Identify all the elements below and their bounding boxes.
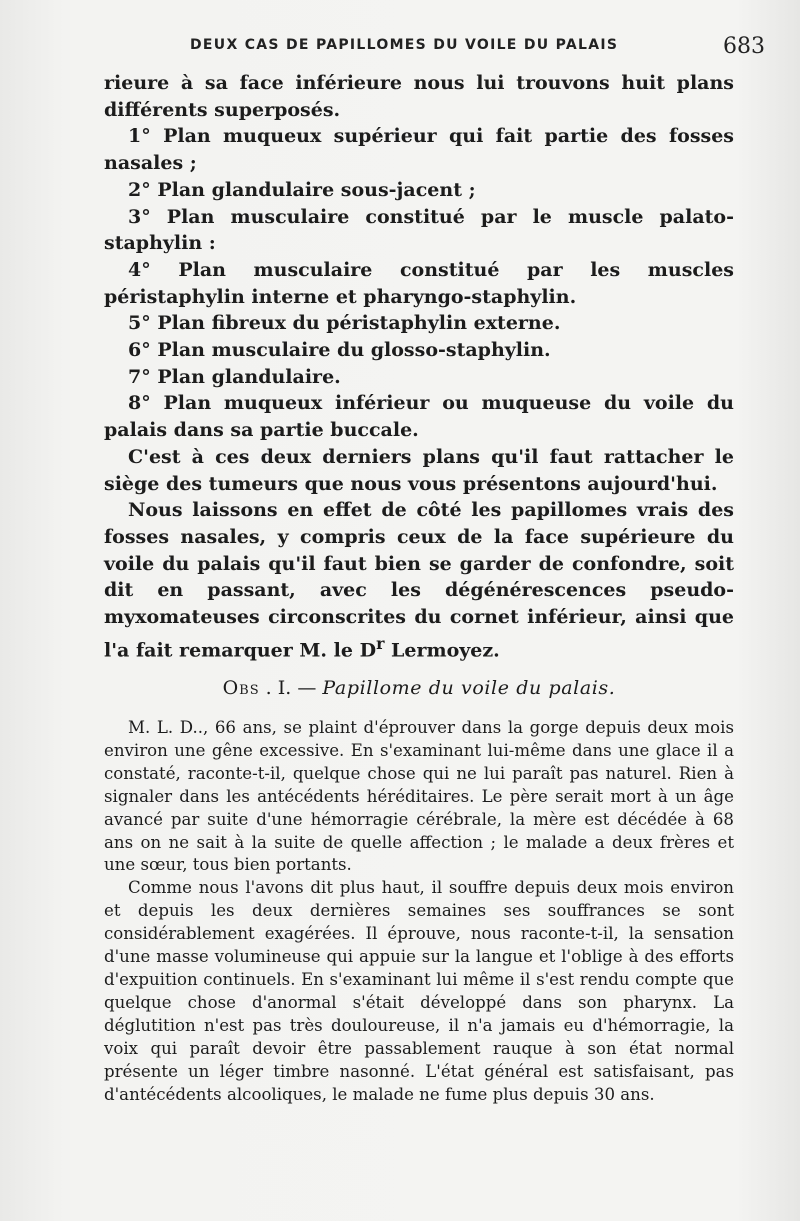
list-item-plan-8: 8° Plan muqueux inférieur ou muqueuse du voile du palais dans sa partie buccale. bbox=[104, 392, 734, 442]
paragraph: rieure à sa face inférieure nous lui trouvons huit plans différents superposés. bbox=[104, 72, 734, 121]
observation-title: Papillome du voile du palais. bbox=[322, 677, 616, 699]
observation-heading bbox=[104, 674, 734, 702]
list-item-plan-3: 3° Plan musculaire constitué par le muscle palato-staphylin : bbox=[104, 205, 734, 255]
list-item-plan-4: 4° Plan musculaire constitué par les muscles péristaphylin interne et pharyngo-staphylin. bbox=[104, 258, 734, 308]
page-number: 683 bbox=[723, 34, 765, 59]
list-item-plan-6: 6° Plan musculaire du glosso-staphylin. bbox=[128, 339, 551, 362]
running-title: DEUX CAS DE PAPILLOMES DU VOILE DU PALAIS bbox=[190, 37, 619, 53]
paragraph-text-end: Lermoyez. bbox=[384, 639, 500, 662]
observation-text bbox=[104, 717, 734, 1106]
paragraph: C'est à ces deux derniers plans qu'il faut rattacher le siège des tumeurs que nous vous présentons aujourd'hui. bbox=[104, 445, 734, 495]
list-item-plan-5: 5° Plan fibreux du péristaphylin externe. bbox=[128, 312, 561, 335]
superscript: r bbox=[376, 633, 385, 653]
observation-paragraph: M. L. D.., 66 ans, se plaint d'éprouver dans la gorge depuis deux mois environ une gêne excessive. En s'examinant lui-même dans une glace il a constaté, raconte-t-il, quelque chose qui ne lui paraît pas naturel. Rien à signaler dans les antécédents héréditaires. Le père serait mort à un âge avancé par suite d'une hémorragie cérébrale, la mère est décédée à 68 ans on ne sait à la suite de quelle affection ; le malade a deux frères et une sœur, tous bien portants. bbox=[104, 718, 734, 875]
list-item-plan-1: 1° Plan muqueux supérieur qui fait partie des fosses nasales ; bbox=[104, 125, 734, 175]
list-item-plan-7: 7° Plan glandulaire. bbox=[128, 365, 341, 388]
main-text bbox=[104, 70, 734, 664]
list-item-plan-2: 2° Plan glandulaire sous-jacent ; bbox=[128, 178, 476, 201]
paragraph bbox=[104, 497, 734, 664]
observation-label: Obs bbox=[222, 677, 260, 699]
observation-number: . I. — bbox=[265, 677, 317, 699]
page-header bbox=[190, 34, 765, 58]
paragraph-text: Nous laissons en effet de côté les papillomes vrais des fosses nasales, y compris ceux de la face supérieure du voile du palais qu'il faut bien se garder de confondre, soit dit en passant, avec les dégénérescences pseudo-myxomateuses circonscrites du cornet inférieur, ainsi que l'a fait remarquer M. le D bbox=[104, 499, 734, 662]
observation-paragraph: Comme nous l'avons dit plus haut, il souffre depuis deux mois environ et depuis les deux dernières semaines ses souffrances se sont considérablement exagérées. Il éprouve, nous raconte-t-il, la sensation d'une masse volumineuse qui appuie sur la langue et l'oblige à des efforts d'expuition continuels. En s'examinant lui même il s'est rendu compte que quelque chose d'anormal s'était développé dans son pharynx. La déglutition n'est pas très douloureuse, il n'a jamais eu d'hémorragie, la voix qui paraît devoir être passablement rauque à son état normal présente un léger timbre nasonné. L'état général est satisfaisant, pas d'antécédents alcooliques, le malade ne fume plus depuis 30 ans. bbox=[104, 878, 734, 1104]
